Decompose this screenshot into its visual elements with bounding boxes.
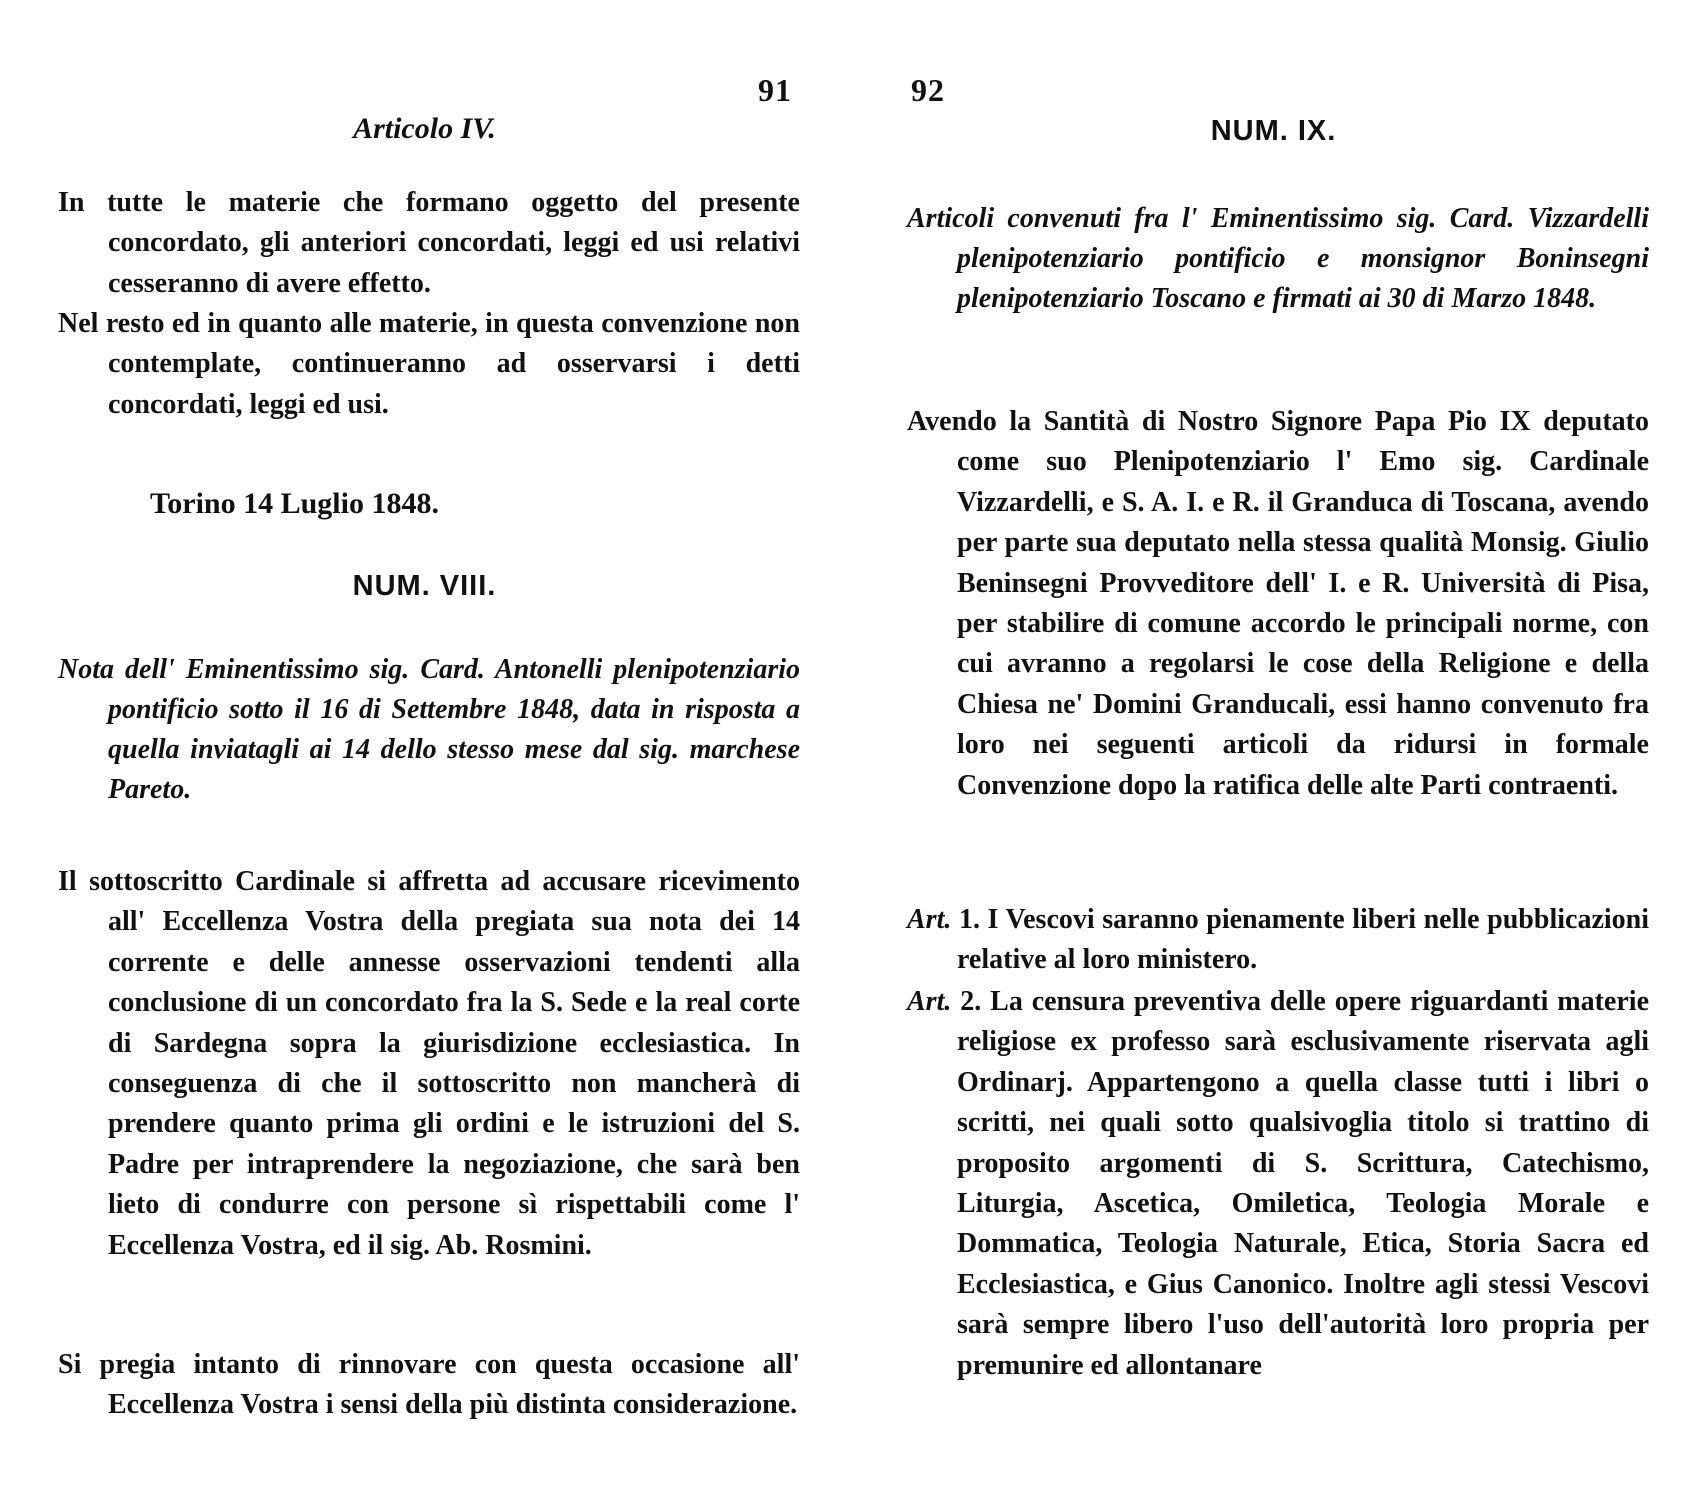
section-subtitle: Articoli convenuti fra l' Eminentissimo sig. Card. Vizzardelli plenipotenziario pontificio e monsignor Boninsegni plenipotenziario Toscano e firmati ai 30 di Marzo 1848. [907,203,1649,314]
article-text: 2. La censura preventiva delle opere riguardanti materie religiose ex professo sarà esclusivamente riservata agli Ordinarj. Appartengono a quella classe tutti i libri o scritti, nei quali sotto qualsivoglia titolo si trattino di proposito argomenti di S. Scrittura, Catechismo, Liturgia, Ascetica, Omiletica, Teologia Morale e Dommatica, Teologia Naturale, Etica, Storia Sacra ed Ecclesiastica, e Gius Canonico. Inoltre agli stessi Vescovi sarà sempre libero l'uso dell'autorità loro propria per premunire ed allontanare [957,986,1649,1381]
body-paragraph: Si pregia intanto di rinnovare con questa occasione all' Eccellenza Vostra i sensi della più distinta considerazione. [58,1349,800,1421]
page-number: 91 [758,72,792,108]
article-paragraph: In tutte le materie che formano oggetto del presente concordato, gli anteriori concordati, leggi ed usi relativi cesseranno di avere effetto. [58,187,800,299]
article-1 [907,900,1649,981]
article-label: Art. [907,904,952,935]
section-heading: NUM. IX. [1210,115,1337,147]
date-line: Torino 14 Luglio 1848. [150,487,439,520]
body-paragraph: Il sottoscritto Cardinale si affretta ad accusare ricevimento all' Eccellenza Vostra della pregiata sua nota dei 14 corrente e delle annesse osservazioni tendenti alla conclusione di un concordato fra la S. Sede e la real corte di Sardegna sopra la giurisdizione ecclesiastica. In conseguenza di che il sottoscritto non mancherà di prendere quanto prima gli ordini e le istruzioni del S. Padre per intraprendere la negoziazione, che sarà ben lieto di condurre con persone sì rispettabili come l' Eccellenza Vostra, ed il sig. Ab. Rosmini. [58,866,800,1261]
article-heading: Articolo IV. [353,112,496,145]
article-2 [907,982,1649,1386]
article-text: 1. I Vescovi saranno pienamente liberi nelle pubblicazioni relative al loro ministero. [957,904,1649,976]
section-heading: NUM. VIII. [352,570,497,602]
article-paragraph: Nel resto ed in quanto alle materie, in questa convenzione non contemplate, continueranno ad osservarsi i detti concordati, leggi ed usi. [58,308,800,420]
article-label: Art. [907,986,952,1017]
intro-paragraph: Avendo la Santità di Nostro Signore Papa Pio IX deputato come suo Plenipotenziario l' Emo sig. Cardinale Vizzardelli, e S. A. I. e R. il Granduca di Toscana, avendo per parte sua deputato nella stessa qualità Monsig. Giulio Beninsegni Provveditore dell' I. e R. Università di Pisa, per stabilire di comune accordo le principali norme, con cui avranno a regolarsi le cose della Religione e della Chiesa ne' Domini Granducali, essi hanno convenuto fra loro nei seguenti articoli da ridursi in formale Convenzione dopo la ratifica delle alte Parti contraenti. [907,406,1649,801]
section-subtitle: Nota dell' Eminentissimo sig. Card. Antonelli plenipotenziario pontificio sotto il 16 di Settembre 1848, data in risposta a quella inviatagli ai 14 dello stesso mese dal sig. marchese Pareto. [58,654,800,805]
page-number: 92 [911,72,945,108]
right-page [849,0,1698,1500]
